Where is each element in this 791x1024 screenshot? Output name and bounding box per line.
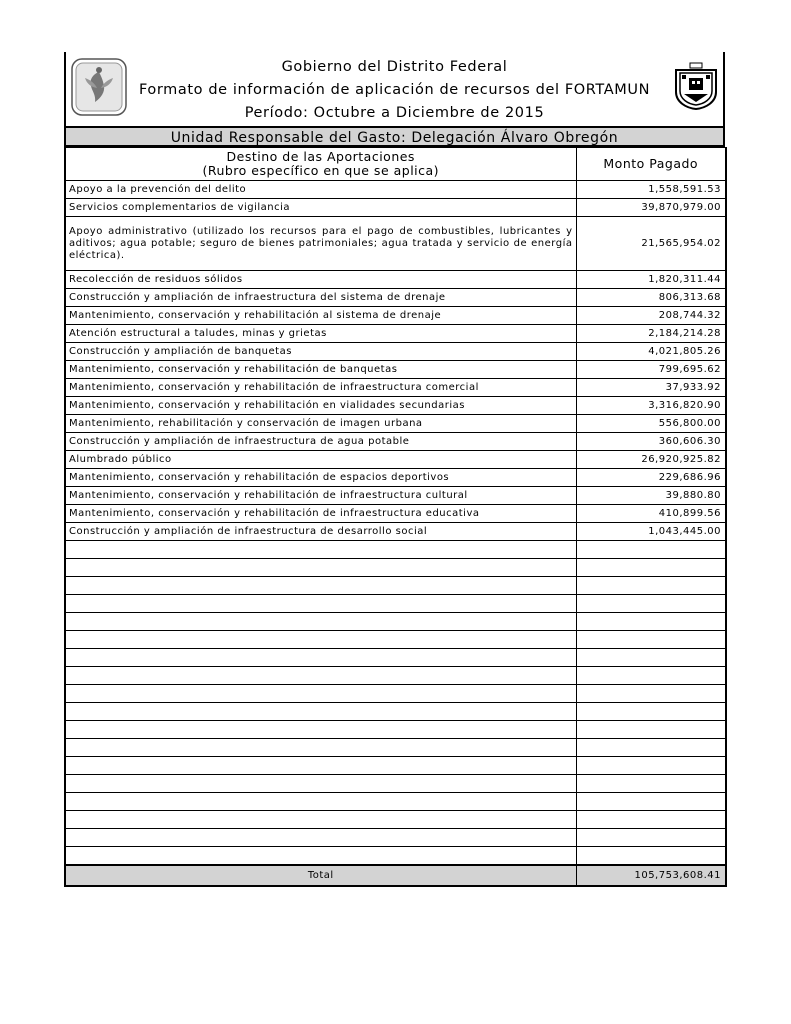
cdmx-coat-of-arms-icon <box>674 62 718 110</box>
row-monto: 1,043,445.00 <box>576 523 726 541</box>
empty-cell <box>576 559 726 577</box>
row-monto: 39,880.80 <box>576 487 726 505</box>
empty-row <box>65 775 726 793</box>
row-monto: 229,686.96 <box>576 469 726 487</box>
total-amount: 105,753,608.41 <box>576 865 726 886</box>
empty-cell <box>576 703 726 721</box>
empty-row <box>65 595 726 613</box>
empty-cell <box>576 829 726 847</box>
table-row <box>65 487 726 505</box>
empty-row <box>65 703 726 721</box>
empty-cell <box>576 631 726 649</box>
empty-cell <box>576 595 726 613</box>
table-row <box>65 397 726 415</box>
monto-column-header: Monto Pagado <box>576 148 726 181</box>
fortamun-report <box>64 52 725 887</box>
row-destino: Mantenimiento, conservación y rehabilitación de infraestructura cultural <box>65 487 576 505</box>
allocation-table <box>64 147 727 887</box>
empty-row <box>65 631 726 649</box>
empty-cell <box>576 613 726 631</box>
empty-cell <box>576 721 726 739</box>
empty-cell <box>65 559 576 577</box>
table-row <box>65 289 726 307</box>
header-text <box>126 56 663 125</box>
empty-cell <box>576 739 726 757</box>
empty-row <box>65 613 726 631</box>
empty-row <box>65 649 726 667</box>
row-monto: 1,558,591.53 <box>576 181 726 199</box>
row-destino: Recolección de residuos sólidos <box>65 271 576 289</box>
empty-cell <box>65 793 576 811</box>
row-destino: Servicios complementarios de vigilancia <box>65 199 576 217</box>
empty-row <box>65 739 726 757</box>
row-destino: Mantenimiento, conservación y rehabilitación en vialidades secundarias <box>65 397 576 415</box>
table-row <box>65 181 726 199</box>
empty-cell <box>65 667 576 685</box>
row-destino: Apoyo a la prevención del delito <box>65 181 576 199</box>
empty-cell <box>65 811 576 829</box>
row-destino: Mantenimiento, conservación y rehabilitación de infraestructura comercial <box>65 379 576 397</box>
government-name: Gobierno del Distrito Federal <box>281 59 508 75</box>
row-destino: Construcción y ampliación de infraestructura del sistema de drenaje <box>65 289 576 307</box>
table-row <box>65 433 726 451</box>
row-destino: Mantenimiento, conservación y rehabilitación de banquetas <box>65 361 576 379</box>
report-header <box>64 52 725 126</box>
table-row <box>65 415 726 433</box>
empty-row <box>65 757 726 775</box>
empty-cell <box>65 613 576 631</box>
table-row <box>65 469 726 487</box>
empty-row <box>65 793 726 811</box>
row-destino: Mantenimiento, conservación y rehabilitación de infraestructura educativa <box>65 505 576 523</box>
destino-column-header <box>65 148 576 181</box>
empty-cell <box>576 667 726 685</box>
empty-cell <box>576 793 726 811</box>
row-monto: 410,899.56 <box>576 505 726 523</box>
empty-row <box>65 829 726 847</box>
row-destino: Construcción y ampliación de infraestructura de desarrollo social <box>65 523 576 541</box>
empty-row <box>65 847 726 865</box>
table-row <box>65 199 726 217</box>
row-monto: 2,184,214.28 <box>576 325 726 343</box>
gdf-emblem-icon <box>71 58 127 116</box>
empty-cell <box>65 577 576 595</box>
empty-row <box>65 685 726 703</box>
empty-cell <box>65 739 576 757</box>
row-destino: Construcción y ampliación de banquetas <box>65 343 576 361</box>
row-monto: 21,565,954.02 <box>576 217 726 271</box>
empty-cell <box>65 685 576 703</box>
empty-row <box>65 811 726 829</box>
row-monto: 4,021,805.26 <box>576 343 726 361</box>
row-monto: 26,920,925.82 <box>576 451 726 469</box>
row-monto: 3,316,820.90 <box>576 397 726 415</box>
row-destino: Mantenimiento, conservación y rehabilitación de espacios deportivos <box>65 469 576 487</box>
empty-cell <box>576 577 726 595</box>
row-monto: 806,313.68 <box>576 289 726 307</box>
empty-cell <box>65 829 576 847</box>
table-row <box>65 271 726 289</box>
table-row <box>65 217 726 271</box>
empty-row <box>65 559 726 577</box>
empty-cell <box>65 631 576 649</box>
table-header-row <box>65 148 726 181</box>
responsible-unit: Unidad Responsable del Gasto: Delegación Álvaro Obregón <box>64 126 725 147</box>
report-title: Formato de información de aplicación de recursos del FORTAMUN <box>138 82 651 98</box>
table-row <box>65 523 726 541</box>
row-destino: Mantenimiento, conservación y rehabilitación al sistema de drenaje <box>65 307 576 325</box>
row-monto: 1,820,311.44 <box>576 271 726 289</box>
empty-cell <box>65 703 576 721</box>
empty-cell <box>65 775 576 793</box>
empty-cell <box>576 685 726 703</box>
empty-cell <box>576 649 726 667</box>
row-destino: Apoyo administrativo (utilizado los recursos para el pago de combustibles, lubricantes y aditivos; agua potable; seguro de bienes patrimoniales; agua tratada y servicio de energía eléctrica). <box>65 217 576 271</box>
destino-header-line2: (Rubro específico en que se aplica) <box>202 163 440 178</box>
report-period: Período: Octubre a Diciembre de 2015 <box>244 105 545 121</box>
row-monto: 37,933.92 <box>576 379 726 397</box>
empty-cell <box>65 649 576 667</box>
total-row <box>65 865 726 886</box>
empty-cell <box>576 775 726 793</box>
row-monto: 39,870,979.00 <box>576 199 726 217</box>
empty-cell <box>65 541 576 559</box>
row-monto: 556,800.00 <box>576 415 726 433</box>
row-destino: Atención estructural a taludes, minas y grietas <box>65 325 576 343</box>
empty-cell <box>65 757 576 775</box>
table-row <box>65 451 726 469</box>
table-row <box>65 505 726 523</box>
empty-cell <box>576 811 726 829</box>
row-destino: Construcción y ampliación de infraestructura de agua potable <box>65 433 576 451</box>
empty-cell <box>65 595 576 613</box>
destino-header-line1: Destino de las Aportaciones <box>226 149 415 164</box>
row-monto: 799,695.62 <box>576 361 726 379</box>
table-row <box>65 361 726 379</box>
empty-row <box>65 667 726 685</box>
table-row <box>65 307 726 325</box>
empty-cell <box>65 847 576 865</box>
table-row <box>65 325 726 343</box>
empty-cell <box>65 721 576 739</box>
empty-row <box>65 721 726 739</box>
empty-cell <box>576 541 726 559</box>
empty-cell <box>576 757 726 775</box>
row-destino: Alumbrado público <box>65 451 576 469</box>
row-monto: 360,606.30 <box>576 433 726 451</box>
empty-cell <box>576 847 726 865</box>
row-destino: Mantenimiento, rehabilitación y conservación de imagen urbana <box>65 415 576 433</box>
table-row <box>65 379 726 397</box>
empty-row <box>65 577 726 595</box>
empty-row <box>65 541 726 559</box>
row-monto: 208,744.32 <box>576 307 726 325</box>
table-row <box>65 343 726 361</box>
total-label: Total <box>65 865 576 886</box>
